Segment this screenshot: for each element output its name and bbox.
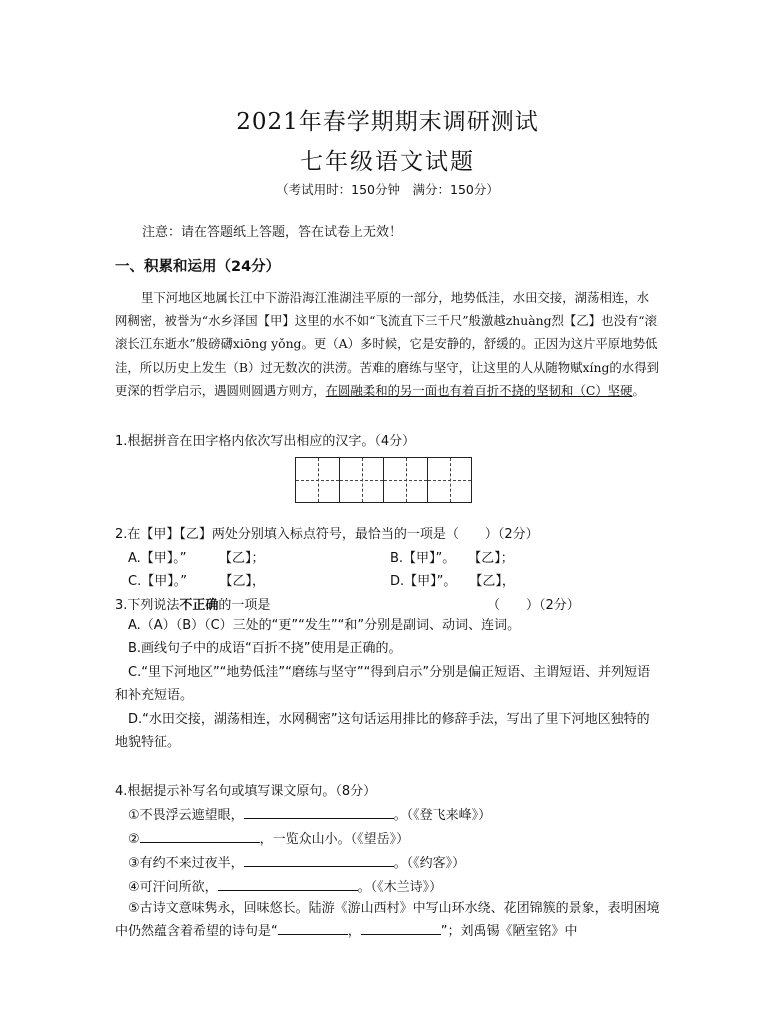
grid-cell[interactable] xyxy=(339,457,384,503)
section-heading: 一、积累和运用（24分） xyxy=(115,259,281,275)
answer-blank[interactable] xyxy=(140,830,260,843)
answer-blank[interactable] xyxy=(278,922,348,935)
q4-i4-pre: ④可汗问所欲， xyxy=(128,880,218,895)
q3-prefix: 3.下列说法 xyxy=(115,598,180,613)
passage-underlined-sentence: 在圆融柔和的另一面也有着百折不挠的坚韧和（C）坚硬 xyxy=(325,382,633,398)
q4-i3-pre: ③有约不来过夜半， xyxy=(128,856,244,871)
q3-score: （ ）（2分） xyxy=(487,598,580,613)
passage-text: 里下河地区地属长江中下游沿海江淮湖洼平原的一部分，地势低洼，水田交接，湖荡相连，水网稠密，被誉为“水乡泽国【甲】这里的水不如“飞流直下三千尺”般激越zhuàng烈【乙】也没有“滚滚长江东逝水”般磅礴xiōng yǒng。更（A）多时候，它是安静的，舒缓的。正因为这片平原地势低洼，所以历史上发生（B）过无数次的洪涝。苦难的磨练与坚守，让这里的人从随物赋xíng的水得到更深的哲学启示，遇圆则圆遇方则方， xyxy=(115,290,659,398)
q4-i4-post: 。（《木兰诗》） xyxy=(357,880,443,895)
q3-option-a: A.（A）（B）（C）三处的“更”“发生”“和”分别是副词、动词、连词。 xyxy=(128,618,521,633)
answer-blank[interactable] xyxy=(244,854,394,867)
q3-options xyxy=(115,614,660,754)
q4-item-5-text xyxy=(115,897,660,944)
answer-blank[interactable] xyxy=(244,806,394,819)
question-4: 4.根据提示补写名句或填写课文原句。（8分） xyxy=(115,784,377,799)
q2-option-c: C.【甲】。” 【乙】， xyxy=(128,574,265,589)
q4-i5-a: ⑤古诗文意味隽永，回味悠长。陆游《游山西村》中写山环水绕、花团锦簇的景象，表明困境中仍然蕴含着希望的诗句是“ xyxy=(115,901,660,940)
q4-i5-b: ”；刘禹锡《陋室铭》中 xyxy=(440,924,578,940)
q3-bold: 不正确 xyxy=(179,598,219,613)
q4-i2-post: ，一览众山小。（《望岳》） xyxy=(259,832,410,847)
q4-i2-pre: ② xyxy=(128,832,140,847)
q4-i5-sep: ， xyxy=(347,924,361,940)
q4-item-5 xyxy=(115,897,660,944)
exam-meta: （考试用时：150分钟 满分：150分） xyxy=(276,182,499,197)
q4-item-1 xyxy=(128,804,491,823)
q2-option-b: B.【甲】”。 【乙】； xyxy=(390,551,514,566)
exam-title: 2021年春学期期末调研测试 xyxy=(236,109,539,135)
q4-i1-pre: ①不畏浮云遮望眼， xyxy=(128,808,244,823)
q4-item-4 xyxy=(128,876,442,895)
q4-item-3 xyxy=(128,852,465,871)
q3-option-d: D.“水田交接，湖荡相连，水网稠密”这句话运用排比的修辞手法，写出了里下河地区独特的地貌特征。 xyxy=(115,711,650,751)
q3-suffix: 的一项是 xyxy=(218,598,271,613)
grid-cell[interactable] xyxy=(295,457,340,503)
q4-item-2 xyxy=(128,828,409,847)
q3-option-c: C.“里下河地区”“地势低洼”“磨练与坚守”“得到启示”分别是偏正短语、主谓短语、并列短语和补充短语。 xyxy=(115,664,651,704)
exam-subtitle: 七年级语文试题 xyxy=(300,149,475,175)
question-2: 2.在【甲】【乙】两处分别填入标点符号，最恰当的一项是（ ）（2分） xyxy=(115,527,539,542)
q2-option-d: D.【甲】”。 【乙】， xyxy=(390,574,515,589)
passage-paragraph xyxy=(115,286,660,402)
grid-cell[interactable] xyxy=(383,457,428,503)
question-3 xyxy=(115,594,270,613)
reading-passage xyxy=(115,286,660,402)
q3-option-b: B.画线句子中的成语“百折不挠”使用是正确的。 xyxy=(128,641,402,657)
passage-end: 。 xyxy=(632,382,645,398)
answer-blank[interactable] xyxy=(218,878,358,891)
question-1: 1.根据拼音在田字格内依次写出相应的汉字。（4分） xyxy=(115,434,416,449)
q2-option-a: A.【甲】。” 【乙】； xyxy=(128,551,265,566)
answer-blank[interactable] xyxy=(361,922,441,935)
q4-i3-post: 。（《约客》） xyxy=(393,856,466,871)
tianzige-grid xyxy=(296,457,472,503)
notice: 注意：请在答题纸上答题，答在试卷上无效！ xyxy=(142,225,403,240)
grid-cell[interactable] xyxy=(427,457,472,503)
q4-i1-post: 。（《登飞来峰》） xyxy=(393,808,492,823)
